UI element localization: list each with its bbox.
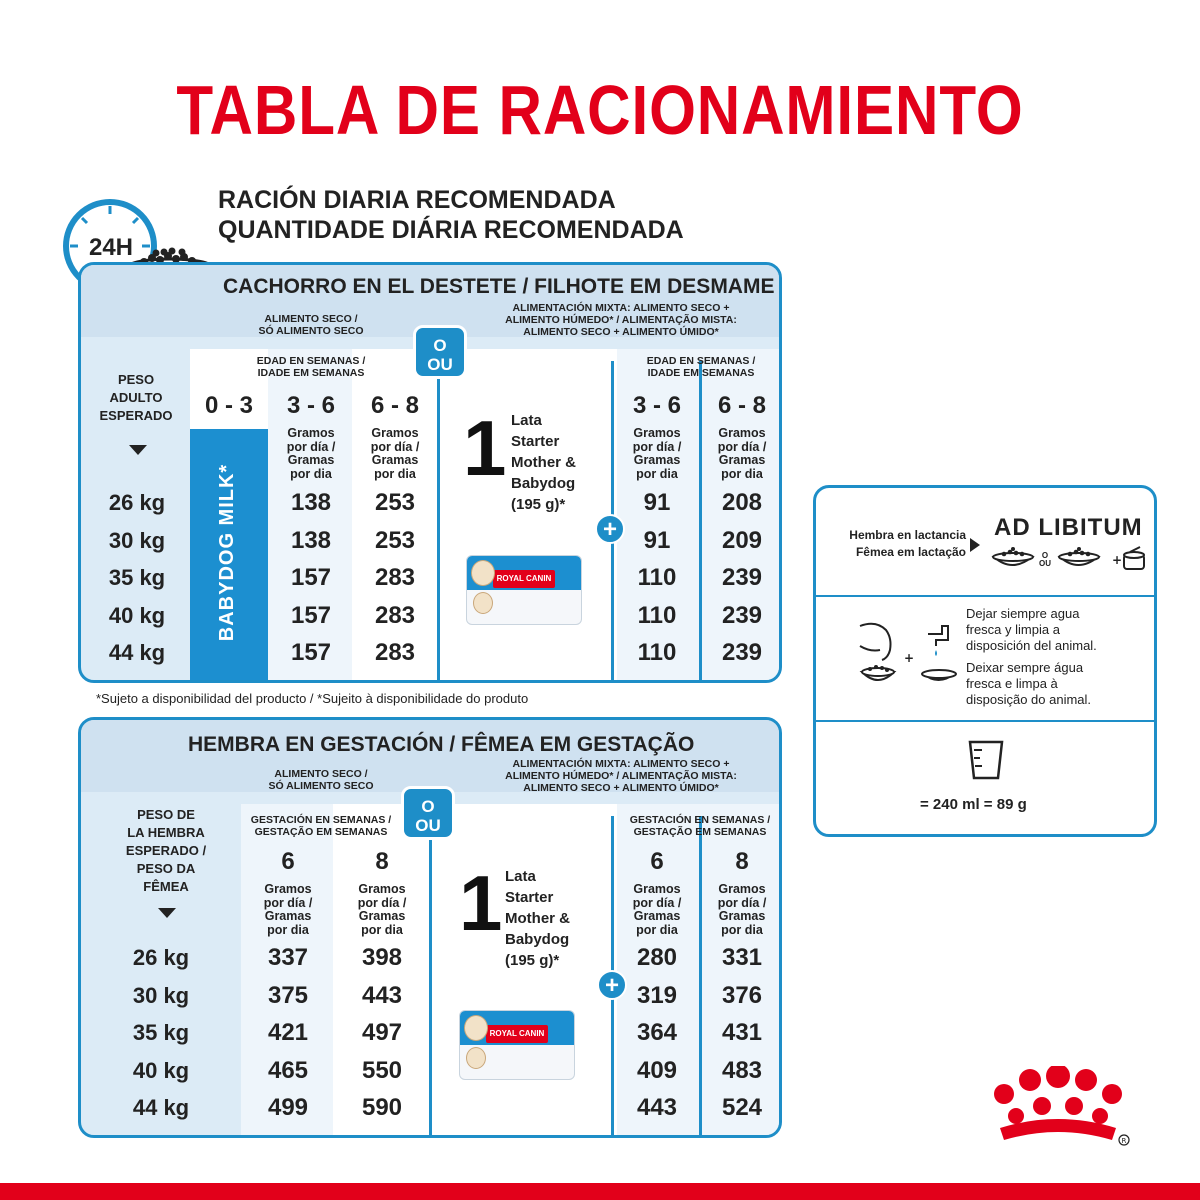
- value-cell: 409: [636, 1056, 678, 1084]
- value-cell: 443: [636, 1094, 678, 1121]
- value-cell: 465: [267, 1056, 309, 1084]
- pregnant-mixed-label: ALIMENTACIÓN MIXTA: ALIMENTO SECO + ALIMENTO HÚMEDO* / ALIMENTAÇÃO MISTA: ALIMENTO SECO + ALIMENTO ÚMIDO*: [505, 758, 737, 794]
- arrow-down-icon: [158, 908, 176, 918]
- arrow-right-icon: [970, 538, 980, 552]
- puppy-weight-label: PESO ADULTO ESPERADO: [99, 372, 173, 423]
- lata-number: 1: [459, 859, 503, 947]
- value-cell: 280: [636, 944, 678, 971]
- page-title: TABLA DE RACIONAMIENTO: [176, 71, 1024, 149]
- value-cell: 239: [721, 639, 763, 666]
- water-hand-icon: [856, 616, 966, 696]
- value-cell: 157: [290, 601, 332, 629]
- mixed-header-0: 3 - 6: [632, 392, 682, 419]
- or-badge: O OU: [413, 325, 467, 379]
- value-cell: 283: [374, 639, 416, 666]
- measure-label: = 240 ml = 89 g: [920, 796, 1027, 813]
- value-cell: 110: [637, 564, 677, 591]
- weight-cell: 35 kg: [132, 1020, 190, 1045]
- value-cell: 91: [643, 489, 671, 516]
- weight-cell: 44 kg: [108, 640, 166, 665]
- dry-header-0: 0 - 3: [204, 392, 254, 419]
- weight-cell: 30 kg: [132, 982, 190, 1008]
- weight-cell: 40 kg: [132, 1057, 190, 1083]
- value-cell: 443: [361, 981, 403, 1009]
- grams-label: Gramos por día / Gramas por dia: [370, 426, 420, 481]
- puppy-title: CACHORRO EN EL DESTETE / FILHOTE EM DESMAME: [223, 275, 775, 298]
- grams-label: Gramos por día / Gramas por dia: [717, 882, 767, 937]
- plus-icon: +: [597, 970, 627, 1000]
- svg-text:R: R: [1121, 1137, 1127, 1145]
- value-cell: 283: [374, 564, 416, 591]
- can-product-image: ROYAL CANIN: [459, 1010, 575, 1080]
- value-cell: 283: [374, 601, 416, 629]
- puppy-age-label-dry: EDAD EN SEMANAS / IDADE EM SEMANAS: [256, 355, 366, 379]
- mixed-header-1: 8: [735, 848, 749, 875]
- value-cell: 331: [721, 944, 763, 971]
- lata-text: Lata Starter Mother & Babydog (195 g)*: [511, 412, 576, 513]
- dry-header-1: 3 - 6: [286, 392, 336, 419]
- water-text-pt: Deixar sempre água fresca e limpa à disposição do animal.: [966, 660, 1092, 707]
- value-cell: 431: [721, 1019, 763, 1046]
- grams-label: Gramos por día / Gramas por dia: [263, 882, 313, 937]
- value-cell: 110: [637, 601, 677, 629]
- value-cell: 157: [290, 639, 332, 666]
- value-cell: 91: [643, 526, 671, 554]
- or-badge: O OU: [401, 786, 455, 840]
- pregnant-gest-label-dry: GESTACIÓN EN SEMANAS / GESTAÇÃO EM SEMANAS: [250, 814, 392, 838]
- value-cell: 421: [267, 1019, 309, 1046]
- royal-canin-crown-logo: [986, 1066, 1132, 1148]
- value-cell: 337: [267, 944, 309, 971]
- value-cell: 398: [361, 944, 403, 971]
- value-cell: 319: [636, 981, 678, 1009]
- value-cell: 253: [374, 489, 416, 516]
- grams-label: Gramos por día / Gramas por dia: [717, 426, 767, 481]
- value-cell: 590: [361, 1094, 403, 1121]
- value-cell: 138: [290, 526, 332, 554]
- weight-cell: 26 kg: [108, 490, 166, 515]
- dry-header-1: 8: [375, 848, 389, 875]
- value-cell: 239: [721, 601, 763, 629]
- svg-text:+: +: [904, 651, 915, 665]
- lata-text: Lata Starter Mother & Babydog (195 g)*: [505, 868, 570, 969]
- value-cell: 138: [290, 489, 332, 516]
- puppy-dry-label: ALIMENTO SECO / SÓ ALIMENTO SECO: [258, 313, 364, 337]
- value-cell: 253: [374, 526, 416, 554]
- lactation-label: Hembra en lactancia Fêmea em lactação: [849, 528, 966, 559]
- grams-label: Gramos por día / Gramas por dia: [286, 426, 336, 481]
- weight-cell: 44 kg: [132, 1095, 190, 1120]
- weight-cell: 30 kg: [108, 527, 166, 553]
- can-product-image: ROYAL CANIN: [466, 555, 582, 625]
- weight-cell: 35 kg: [108, 565, 166, 590]
- pregnant-weight-label: PESO DE LA HEMBRA ESPERADO / PESO DA FÊMEA: [125, 807, 207, 894]
- pregnant-dry-label: ALIMENTO SECO / SÓ ALIMENTO SECO: [268, 768, 374, 792]
- plus-icon: +: [595, 514, 625, 544]
- side-info-panel: [813, 485, 1157, 837]
- subtitle-es: RACIÓN DIARIA RECOMENDADA: [218, 186, 616, 214]
- value-cell: 110: [637, 639, 677, 666]
- weight-cell: 40 kg: [108, 602, 166, 628]
- bowl-options-icon: [990, 545, 1150, 575]
- footnote: *Sujeto a disponibilidad del producto / *Sujeito à disponibilidade do produto: [96, 691, 529, 706]
- lata-number: 1: [463, 404, 507, 492]
- weight-cell: 26 kg: [132, 945, 190, 970]
- value-cell: 497: [361, 1019, 403, 1046]
- puppy-panel: [78, 262, 782, 683]
- mixed-header-0: 6: [650, 848, 664, 875]
- arrow-down-icon: [129, 445, 147, 455]
- clock-label: 24H: [88, 234, 134, 261]
- value-cell: 157: [290, 564, 332, 591]
- bottom-bar: [0, 1183, 1200, 1200]
- pregnant-panel: [78, 717, 782, 1138]
- svg-text:+: +: [1112, 553, 1123, 567]
- value-cell: 524: [721, 1094, 763, 1121]
- value-cell: 239: [721, 564, 763, 591]
- value-cell: 550: [361, 1056, 403, 1084]
- grams-label: Gramos por día / Gramas por dia: [632, 426, 682, 481]
- puppy-mixed-label: ALIMENTACIÓN MIXTA: ALIMENTO SECO + ALIMENTO HÚMEDO* / ALIMENTAÇÃO MISTA: ALIMENTO SECO + ALIMENTO ÚMIDO*: [505, 302, 737, 338]
- value-cell: 499: [267, 1094, 309, 1121]
- mixed-header-1: 6 - 8: [717, 392, 767, 419]
- dry-header-2: 6 - 8: [370, 392, 420, 419]
- puppy-age-label-mixed: EDAD EN SEMANAS / IDADE EM SEMANAS: [646, 355, 756, 379]
- dry-header-0: 6: [281, 848, 295, 875]
- water-text-es: Dejar siempre agua fresca y limpia a disposición del animal.: [966, 606, 1097, 653]
- grams-label: Gramos por día / Gramas por dia: [357, 882, 407, 937]
- value-cell: 483: [721, 1056, 763, 1084]
- or-label: O OU: [1039, 551, 1051, 568]
- babydog-milk-label: BABYDOG MILK*: [216, 463, 239, 641]
- value-cell: 209: [721, 526, 763, 554]
- subtitle-pt: QUANTIDADE DIÁRIA RECOMENDADA: [218, 216, 684, 244]
- value-cell: 208: [721, 489, 763, 516]
- value-cell: 364: [636, 1019, 678, 1046]
- measuring-cup-icon: [966, 738, 1006, 782]
- pregnant-gest-label-mixed: GESTACIÓN EN SEMANAS / GESTAÇÃO EM SEMANAS: [629, 814, 771, 838]
- grams-label: Gramos por día / Gramas por dia: [632, 882, 682, 937]
- value-cell: 375: [267, 981, 309, 1009]
- ad-libitum-label: AD LIBITUM: [994, 514, 1143, 541]
- value-cell: 376: [721, 981, 763, 1009]
- pregnant-title: HEMBRA EN GESTACIÓN / FÊMEA EM GESTAÇÃO: [188, 733, 695, 756]
